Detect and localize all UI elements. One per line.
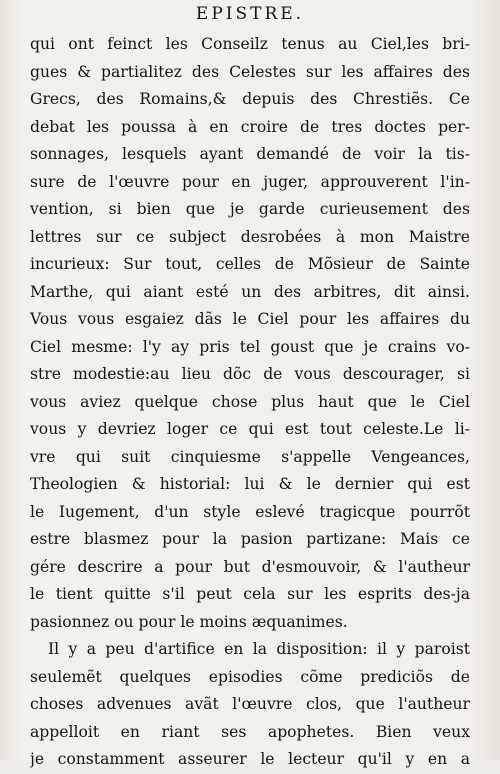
text-line: sonnages, lesquels ayant demandé de voir la tis-: [30, 145, 470, 163]
paragraph-start-line: Il y a peu d'artifice en la disposition: il y paroist: [48, 640, 470, 658]
text-line: debat les poussa à en croire de tres doctes per-: [30, 117, 470, 136]
text-line: stre modestie:au lieu dõc de vous descourager, si: [30, 365, 470, 383]
text-line: appelloit en riant ses apophetes. Bien veux: [30, 722, 470, 741]
text-line: gére descrire a pour but d'esmouvoir, & l'autheur: [30, 557, 470, 576]
text-line: le Iugement, d'un style eslevé tragicque pourrõt: [30, 502, 470, 521]
text-line: lettres sur ce subject desrobées à mon Maistre: [30, 227, 470, 246]
text-line: gues & partialitez des Celestes sur les affaires des: [30, 62, 470, 81]
running-head: EPISTRE.: [195, 4, 305, 24]
text-line: je constamment asseurer le lecteur qu'il y en a: [30, 750, 470, 768]
text-line: vous aviez quelque chose plus haut que le Ciel: [30, 392, 470, 411]
text-line: pasionnez ou pour le moins æquanimes.: [30, 612, 348, 631]
text-line: le tient quitte s'il peut cela sur les esprits des-ja: [30, 585, 470, 603]
text-line: Vous vous esgaiez dãs le Ciel pour les affaires du: [30, 310, 470, 328]
text-line: Marthe, qui aiant esté un des arbitres, dit ainsi.: [30, 282, 470, 301]
text-line: Grecs, des Romains,& depuis des Chrestiẽs. Ce: [30, 90, 470, 108]
text-line: Theologien & historial: lui & le dernier qui est: [30, 475, 470, 493]
text-line: vre qui suit cinquiesme s'appelle Vengeances,: [30, 447, 470, 466]
text-line: incurieux: Sur tout, celles de Mõsieur de Sainte: [30, 255, 470, 273]
body-text: [30, 31, 470, 774]
text-line: choses advenues avãt l'œuvre clos, que l'autheur: [30, 695, 470, 713]
text-line: Ciel mesme: l'y ay pris tel goust que je crains vo-: [30, 337, 470, 356]
text-line: seulemẽt quelques episodies cõme prediciõs de: [30, 667, 470, 686]
text-line: estre blasmez pour la pasion partizane: Mais ce: [30, 530, 470, 548]
text-line: vous y devriez loger ce qui est tout celeste.Le li-: [30, 420, 470, 438]
text-line: qui ont feinct les Conseilz tenus au Ciel,les bri-: [30, 35, 470, 53]
text-line: vention, si bien que je garde curieusement des: [30, 200, 470, 218]
text-line: sure de l'œuvre pour en juger, approuverent l'in-: [30, 172, 470, 191]
